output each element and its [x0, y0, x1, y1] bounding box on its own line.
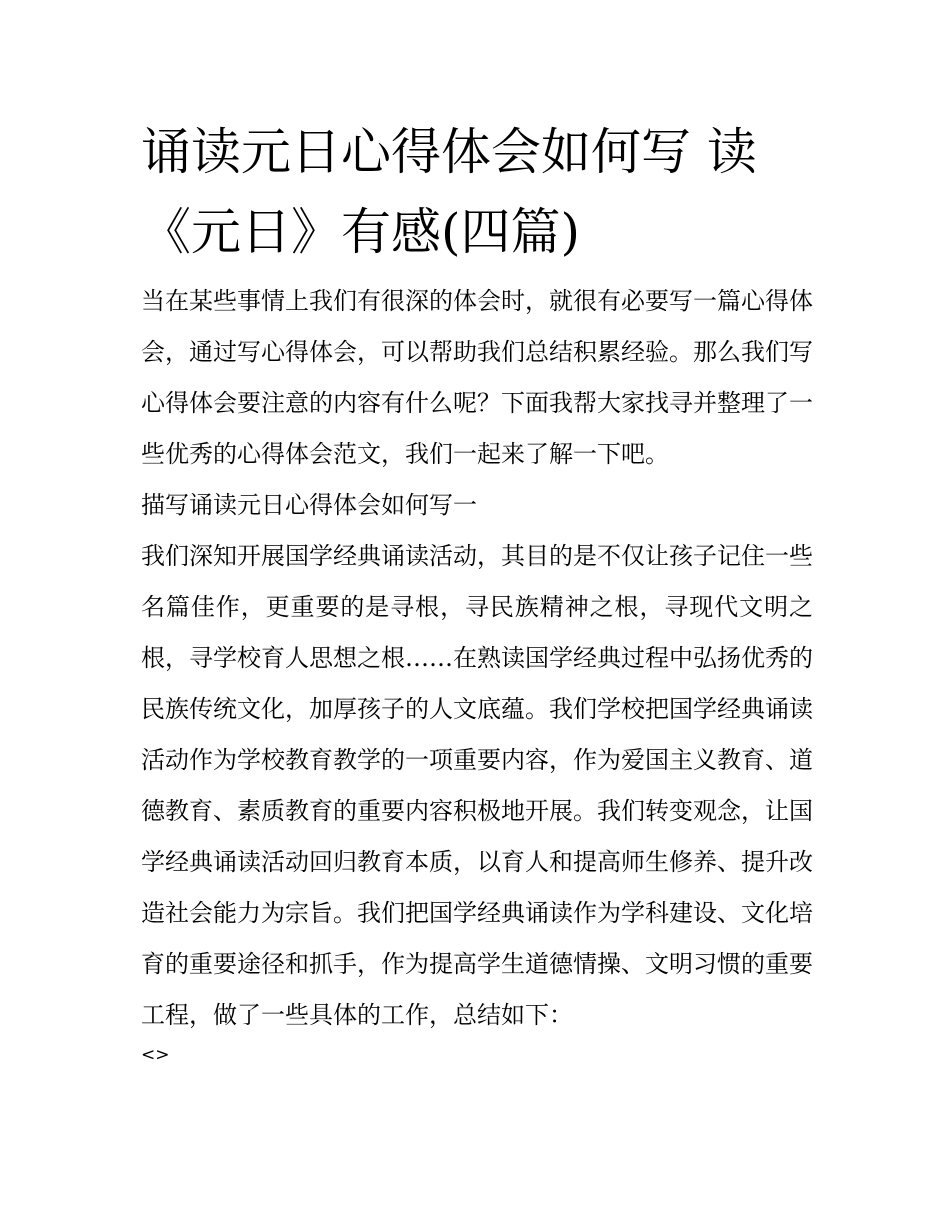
section-heading: 描写诵读元日心得体会如何写一	[141, 491, 477, 519]
title-line-1: 诵读元日心得体会如何写 读	[141, 123, 757, 181]
intro-paragraph: 当在某些事情上我们有很深的体会时，就很有必要写一篇心得体会，通过写心得体会，可以帮助我们总结积累经验。那么我们写心得体会要注意的内容有什么呢？下面我帮大家找寻并整理了一些优秀的心得体会范文，我们一起来了解一下吧。	[141, 287, 813, 468]
document-body	[141, 276, 813, 1069]
document-title	[141, 112, 821, 272]
title-line-2: 《元日》有感(四篇)	[141, 203, 581, 261]
section-paragraph: 我们深知开展国学经典诵读活动，其目的是不仅让孩子记住一些名篇佳作，更重要的是寻根，寻民族精神之根，寻现代文明之根，寻学校育人思想之根……在熟读国学经典过程中弘扬优秀的民族传统文化，加厚孩子的人文底蕴。我们学校把国学经典诵读活动作为学校教育教学的一项重要内容，作为爱国主义教育、道德教育、素质教育的重要内容积极地开展。我们转变观念，让国学经典诵读活动回归教育本质，以育人和提高师生修养、提升改造社会能力为宗旨。我们把国学经典诵读作为学科建设、文化培育的重要途径和抓手，作为提高学生道德情操、文明习惯的重要工程，做了一些具体的工作，总结如下：	[141, 542, 813, 1029]
trailing-marker: <>	[141, 1045, 170, 1065]
